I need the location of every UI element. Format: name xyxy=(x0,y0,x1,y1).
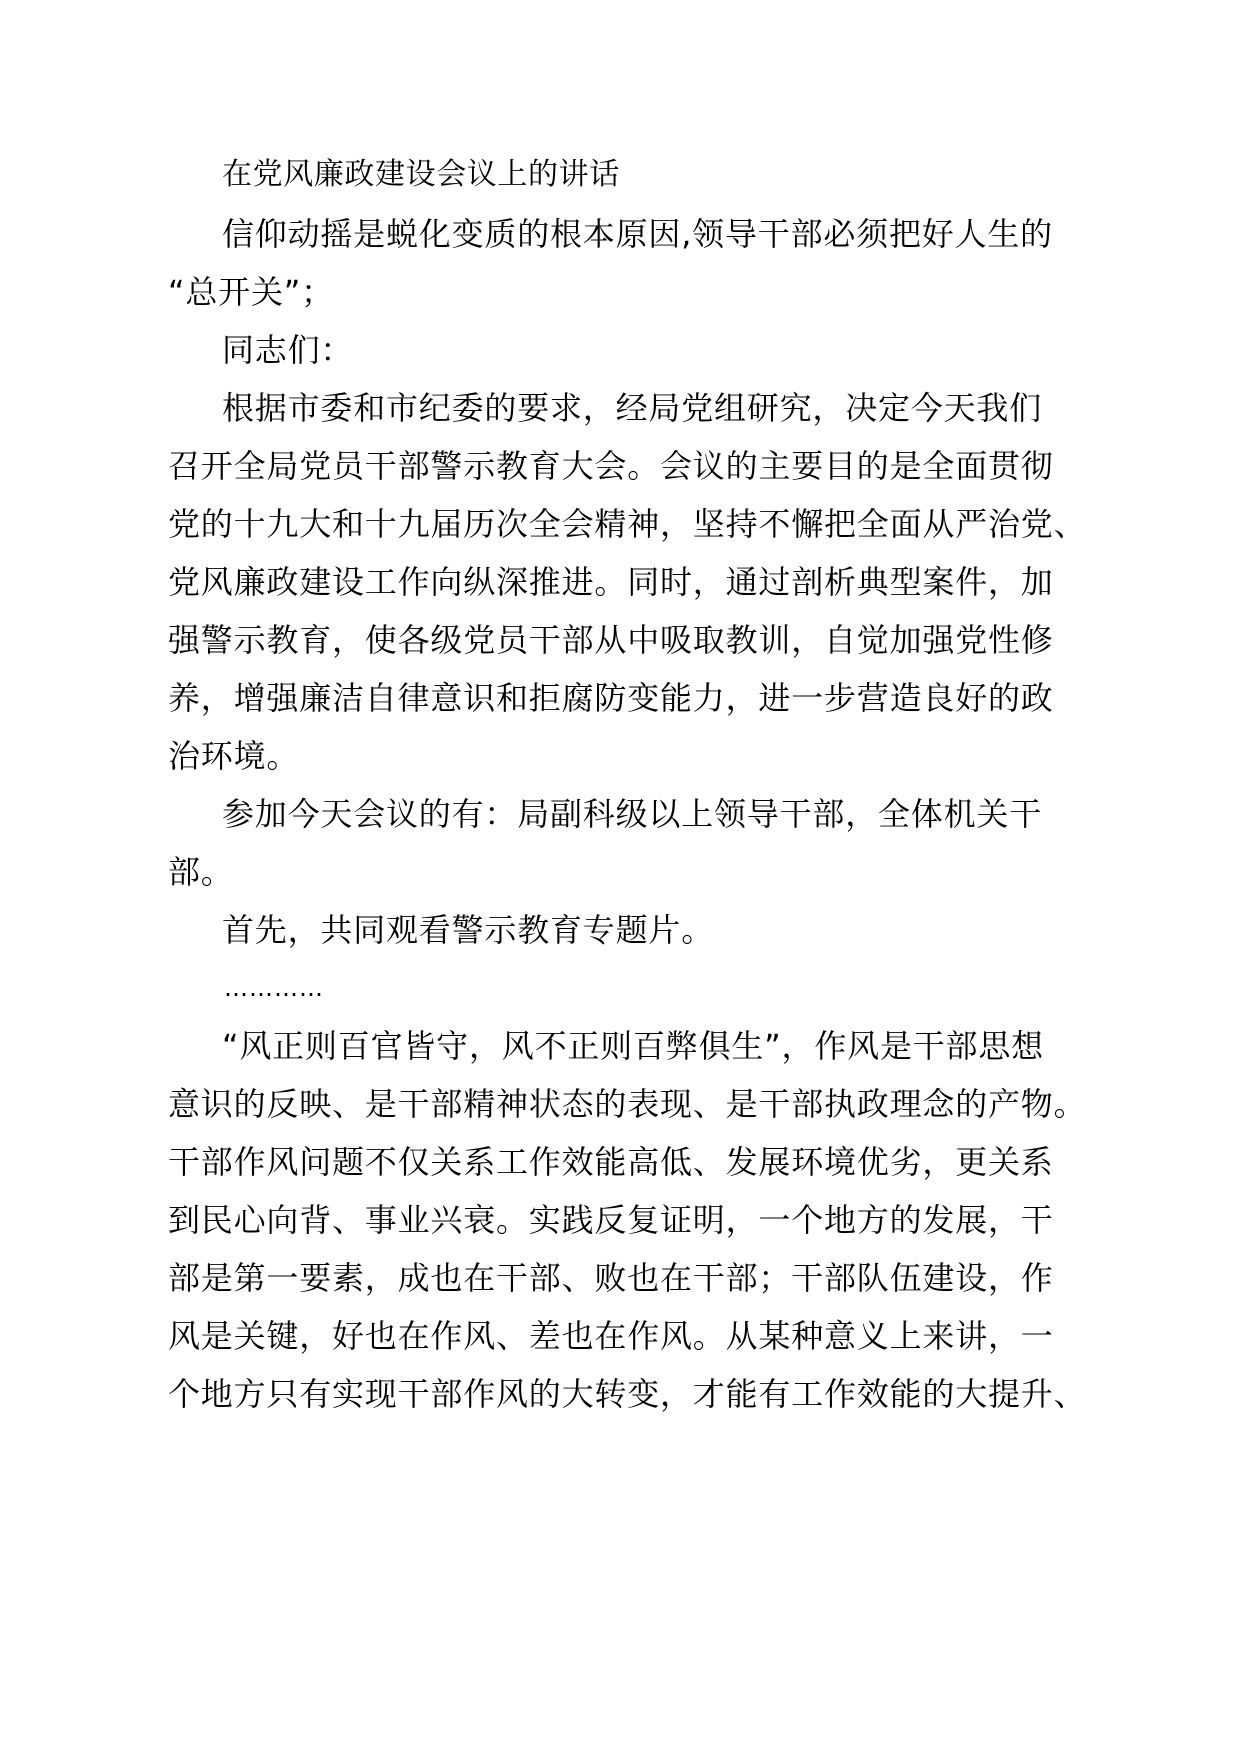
paragraph-line: 参加今天会议的有：局副科级以上领导干部，全体机关干 xyxy=(222,795,1043,833)
paragraph-line: 党的十九大和十九届历次全会精神，坚持不懈把全面从严治党、 xyxy=(168,505,1087,543)
paragraph-line: 养，增强廉洁自律意识和拒腐防变能力，进一步营造良好的政 xyxy=(168,679,1054,717)
paragraph-line: 首先，共同观看警示教育专题片。 xyxy=(222,911,715,949)
subtitle-line: 信仰动摇是蜕化变质的根本原因,领导干部必须把好人生的 xyxy=(222,215,1053,253)
paragraph-line: 治环境。 xyxy=(168,737,300,775)
paragraph-line: 强警示教育，使各级党员干部从中吸取教训，自觉加强党性修 xyxy=(168,621,1054,659)
document-title: 在党风廉政建设会议上的讲话 xyxy=(222,157,620,192)
paragraph-line: 根据市委和市纪委的要求，经局党组研究，决定今天我们 xyxy=(222,389,1043,427)
paragraph-line: 部是第一要素，成也在干部、败也在干部；干部队伍建设，作 xyxy=(168,1259,1054,1297)
ellipsis-separator: ………… xyxy=(224,974,324,1002)
subtitle-line: “总开关”； xyxy=(168,273,334,311)
paragraph-line: 个地方只有实现干部作风的大转变，才能有工作效能的大提升、 xyxy=(168,1375,1087,1413)
paragraph-line: 意识的反映、是干部精神状态的表现、是干部执政理念的产物。 xyxy=(168,1085,1087,1123)
paragraph-line: “风正则百官皆守，风不正则百弊俱生”，作风是干部思想 xyxy=(222,1027,1044,1065)
paragraph-line: 召开全局党员干部警示教育大会。会议的主要目的是全面贯彻 xyxy=(168,447,1054,485)
paragraph-line: 风是关键，好也在作风、差也在作风。从某种意义上来讲，一 xyxy=(168,1317,1054,1355)
paragraph-line: 党风廉政建设工作向纵深推进。同时，通过剖析典型案件，加 xyxy=(168,563,1054,601)
paragraph-line: 部。 xyxy=(168,853,234,891)
paragraph-line: 干部作风问题不仅关系工作效能高低、发展环境优劣，更关系 xyxy=(168,1143,1054,1181)
salutation: 同志们： xyxy=(222,331,354,369)
paragraph-line: 到民心向背、事业兴衰。实践反复证明，一个地方的发展，干 xyxy=(168,1201,1054,1239)
